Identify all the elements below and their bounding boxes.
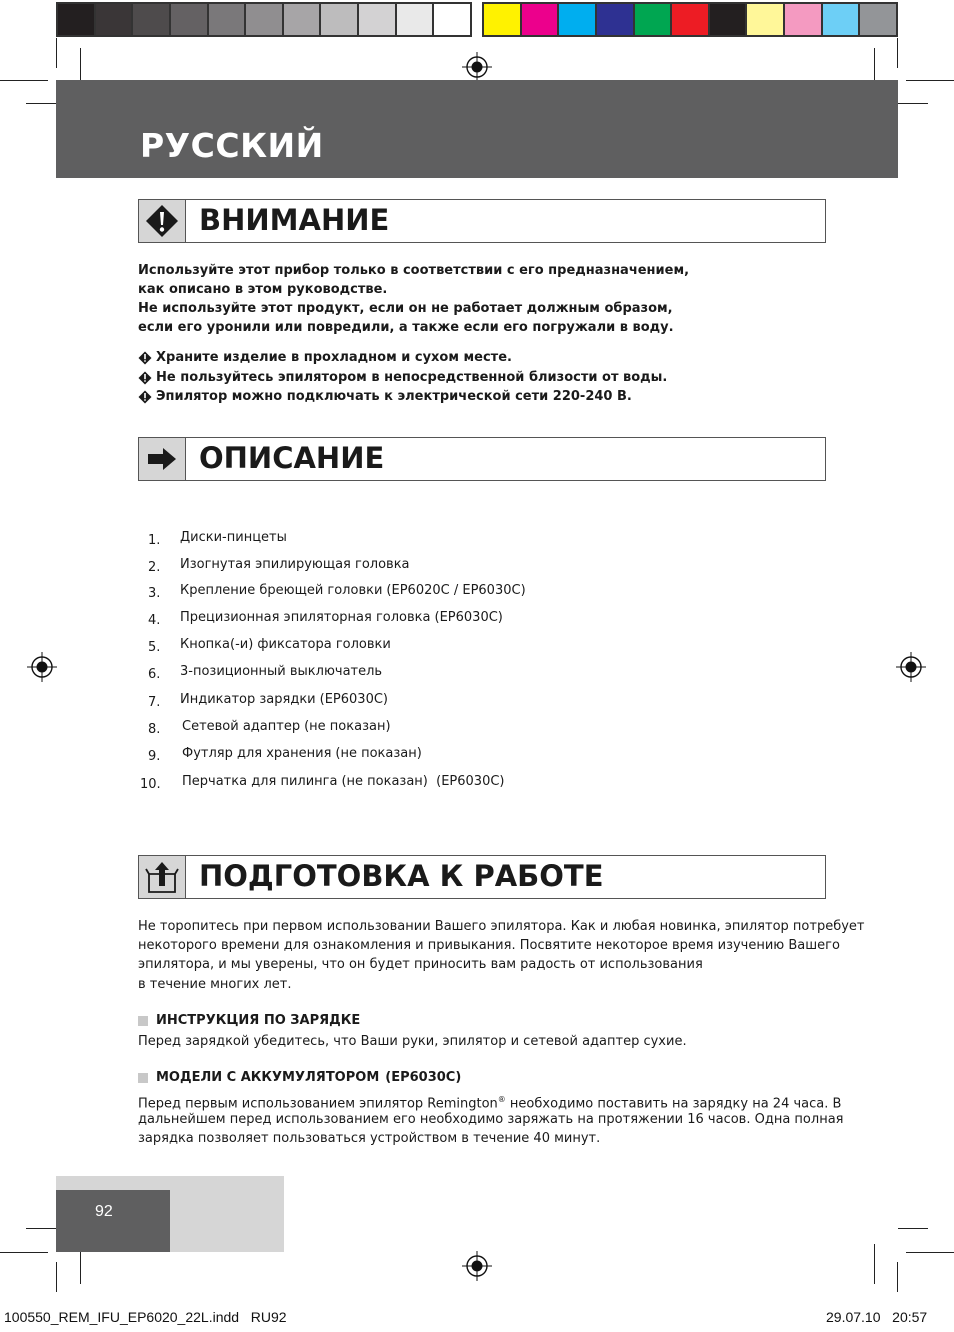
crop-mark [906,1252,954,1253]
list-item [180,557,410,572]
color-swatch [747,4,783,35]
warning-line: как описано в этом руководстве. [138,282,388,297]
grey-swatch [133,4,169,35]
preparation-icon-box [139,856,186,898]
list-item-number: 6. [148,667,161,682]
charging-heading-text: ИНСТРУКЦИЯ ПО ЗАРЯДКЕ [156,1013,361,1028]
description-icon-box [139,438,186,480]
list-item [182,774,505,789]
battery-heading [138,1070,461,1085]
grey-scale-bar [56,2,472,37]
list-item-text: 3-позиционный выключатель [180,664,383,679]
color-swatch [484,4,520,35]
grey-swatch [434,4,470,35]
list-item-note: (EP6030C) [434,610,503,625]
page-number: 92 [95,1203,113,1220]
section-preparation-header [138,855,826,899]
box-arrow-up-icon [145,860,179,894]
list-item-number: 4. [148,613,161,628]
grey-swatch [359,4,395,35]
grey-swatch [171,4,207,35]
color-swatch [785,4,821,35]
warning-bullet-text: Эпилятор можно подключать к электрической сети 220-240 В. [156,389,632,404]
section-title-warning: ВНИМАНИЕ [199,203,390,237]
list-item [182,746,422,761]
crop-mark [874,1244,875,1284]
list-item [180,583,526,598]
crop-mark [898,103,928,104]
crop-mark [897,1262,898,1292]
process-color-bar [482,2,898,37]
list-item-number: 5. [148,640,161,655]
grey-swatch [284,4,320,35]
battery-text-line: дальнейшем перед использованием его необходимо заряжать на протяжении 16 часов. Одна полная [138,1112,844,1127]
crop-mark [898,1228,928,1229]
color-swatch [559,4,595,35]
list-item [180,637,391,652]
list-item-note: (EP6020C / EP6030C) [386,583,526,598]
registration-mark-icon [462,1251,492,1281]
crop-mark [0,80,48,81]
grey-swatch [96,4,132,35]
exclamation-diamond-icon [138,371,152,385]
warning-line: если его уронили или повредили, а также если его погружали в воду. [138,320,674,335]
list-item-text: Прецизионная эпиляторная головка [180,610,431,625]
warning-icon-box [139,200,186,242]
registration-mark-icon [896,652,926,682]
list-item-note: (не показан) [335,746,422,761]
date-slug: 29.07.10 20:57 [826,1309,928,1325]
list-item-text: Кнопка(-и) фиксатора головки [180,637,391,652]
section-title-description: ОПИСАНИЕ [199,441,385,475]
warning-bullet-text: Не пользуйтесь эпилятором в непосредственной близости от воды. [156,370,668,385]
registration-mark-icon [27,652,57,682]
warning-bullet [138,389,632,404]
charging-text: Перед зарядкой убедитесь, что Ваши руки, эпилятор и сетевой адаптер сухие. [138,1034,687,1049]
list-item [180,664,382,679]
exclamation-diamond-icon [145,204,179,238]
warning-bullet [138,370,667,385]
color-swatch [635,4,671,35]
battery-text-pre: Перед первым использованием эпилятор Remington [138,1096,498,1112]
battery-text-post: необходимо поставить на зарядку на 24 часа. В [505,1096,842,1112]
list-item-number: 3. [148,586,161,601]
battery-model: (EP6030C) [385,1070,462,1085]
color-swatch [860,4,896,35]
list-item-note: (EP6030C) [319,692,388,707]
list-item [182,719,391,734]
crop-mark [897,38,898,68]
section-warning-header [138,199,826,243]
color-swatch [672,4,708,35]
list-item-number: 10. [140,777,161,792]
grey-swatch [209,4,245,35]
charging-heading [138,1013,360,1028]
registration-mark-icon [462,52,492,82]
language-title: РУССКИЙ [140,126,324,165]
file-slug: 100550_REM_IFU_EP6020_22L.indd RU92 [4,1309,287,1325]
color-swatch [710,4,746,35]
grey-swatch [321,4,357,35]
preparation-intro-line: некоторого времени для ознакомления и привыкания. Посвятите некоторое время изучению Вашего [138,938,840,953]
list-item-number: 9. [148,749,161,764]
warning-bullet-text: Храните изделие в прохладном и сухом месте. [156,350,512,365]
warning-line: Используйте этот прибор только в соответствии с его предназначением, [138,263,690,278]
color-swatch [522,4,558,35]
crop-mark [906,80,954,81]
list-item-text: Индикатор зарядки [180,692,316,707]
crop-mark [56,1262,57,1292]
section-title-preparation: ПОДГОТОВКА К РАБОТЕ [199,859,604,893]
preparation-intro-line: Не торопитесь при первом использовании Вашего эпилятора. Как и любая новинка, эпилятор потребует [138,919,865,934]
preparation-intro-line: в течение многих лет. [138,977,292,992]
grey-swatch [58,4,94,35]
list-item-text: Футляр для хранения [182,746,332,761]
list-item [180,692,388,707]
list-item-number: 8. [148,722,161,737]
list-item-number: 7. [148,695,161,710]
list-item-text: Изогнутая эпилирующая головка [180,557,410,572]
list-item-note: (не показан) (EP6030C) [341,774,505,789]
list-item-note: (не показан) [304,719,391,734]
list-item [180,610,503,625]
square-bullet-icon [138,1016,148,1026]
color-swatch [597,4,633,35]
list-item-number: 1. [148,533,161,548]
color-swatch [823,4,859,35]
list-item [180,530,287,545]
grey-swatch [397,4,433,35]
warning-bullet [138,350,512,365]
list-item-number: 2. [148,560,161,575]
arrow-right-icon [147,447,177,471]
section-description-header [138,437,826,481]
list-item-text: Сетевой адаптер [182,719,301,734]
registered-mark: ® [497,1095,506,1104]
preparation-intro-line: эпилятора, и мы уверены, что он будет приносить вам радость от использования [138,957,703,972]
battery-text-line: зарядка позволяет пользоваться устройством в течение 40 минут. [138,1131,601,1146]
list-item-text: Диски-пинцеты [180,530,287,545]
crop-mark [0,1252,48,1253]
warning-line: Не используйте этот продукт, если он не работает должным образом, [138,301,673,316]
square-bullet-icon [138,1073,148,1083]
exclamation-diamond-icon [138,351,152,365]
list-item-text: Крепление бреющей головки [180,583,383,598]
list-item-text: Перчатка для пилинга [182,774,338,789]
exclamation-diamond-icon [138,390,152,404]
battery-heading-text: МОДЕЛИ С АККУМУЛЯТОРОМ [156,1070,380,1085]
crop-mark [56,38,57,68]
page-tab-dark [56,1190,170,1252]
grey-swatch [246,4,282,35]
crop-mark [26,1228,56,1229]
crop-mark [26,103,56,104]
